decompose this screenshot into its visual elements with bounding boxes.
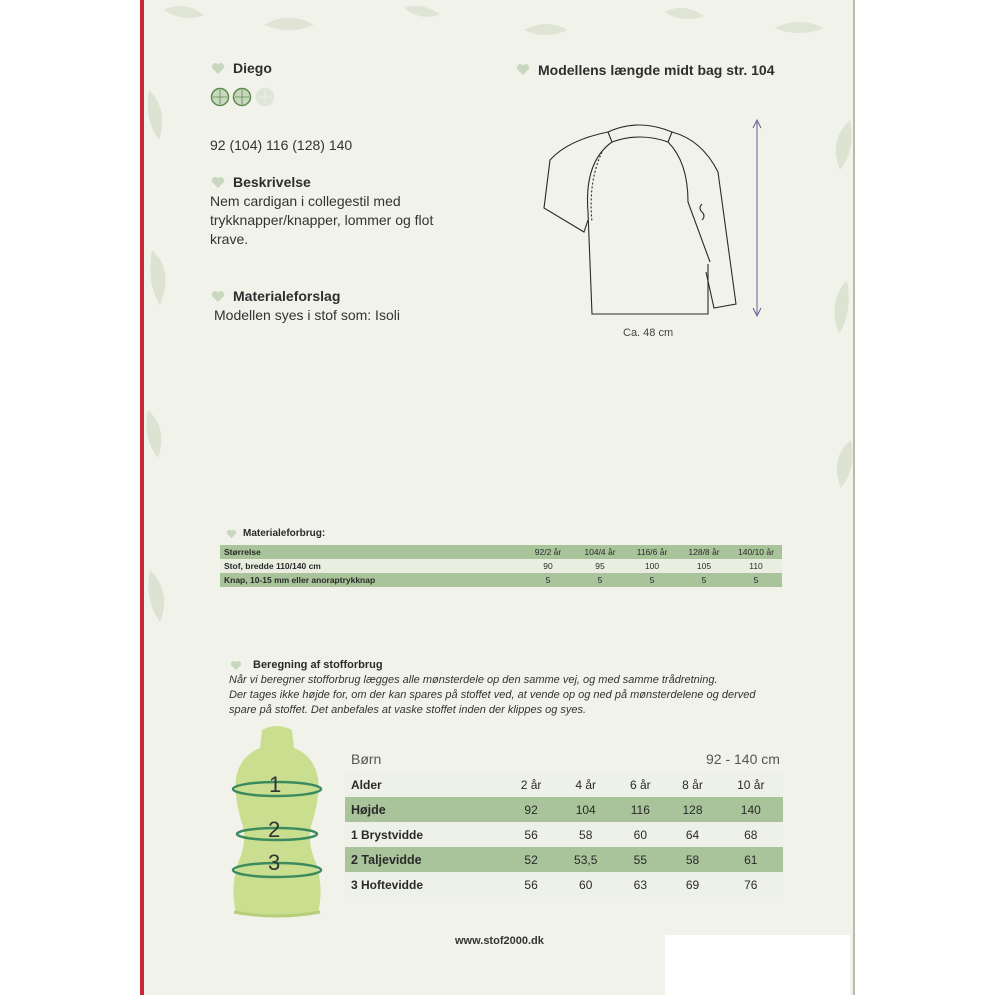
cell: 64	[685, 827, 700, 842]
mannequin-label-hip: 3	[268, 850, 281, 875]
cell: 110	[749, 561, 763, 571]
cell: 55	[633, 852, 647, 867]
material-usage-table	[220, 545, 782, 587]
barcode-area	[665, 935, 850, 995]
description-line: trykknapper/knapper, lommer og flot	[210, 212, 434, 228]
row-label: 1 Brystvidde	[351, 827, 424, 842]
cell: 56	[524, 877, 538, 892]
heart-icon	[211, 290, 225, 303]
cell: 4 år	[575, 777, 597, 792]
cell: 5	[545, 575, 551, 585]
cell: 116	[630, 802, 650, 817]
cell: 60	[579, 877, 593, 892]
cell: 58	[685, 852, 700, 867]
cell: 8 år	[682, 777, 703, 792]
cell: 95	[595, 561, 605, 571]
table-row	[345, 822, 783, 847]
cell: 68	[744, 827, 758, 842]
table-row	[220, 559, 782, 573]
calculation-text	[229, 673, 755, 718]
description-line: krave.	[210, 231, 249, 247]
garment-width-label: Ca. 48 cm	[623, 327, 674, 339]
cell: 92	[524, 802, 538, 817]
cell: 128	[682, 802, 703, 817]
difficulty-dot-1	[212, 89, 229, 106]
column-header: Størrelse	[224, 547, 261, 557]
difficulty-dot-2	[234, 89, 251, 106]
page-edge	[853, 0, 855, 995]
cell: 105	[696, 561, 712, 571]
difficulty-indicator	[210, 87, 276, 107]
cell: 10 år	[737, 777, 765, 792]
cell: 5	[597, 575, 603, 585]
leaf-ornament-right	[815, 60, 855, 760]
model-name: Diego	[233, 60, 272, 76]
cell: 60	[633, 827, 647, 842]
mannequin-label-waist: 2	[268, 817, 281, 842]
mannequin-label-chest: 1	[269, 772, 282, 797]
cell: 53,5	[574, 852, 598, 867]
cell: 63	[633, 877, 647, 892]
cell: 56	[524, 827, 538, 842]
table-row	[345, 772, 783, 797]
table-row	[345, 872, 783, 897]
material-suggestion-text: Modellen syes i stof som: Isoli	[214, 307, 400, 323]
description-text	[210, 192, 433, 249]
cell: 104	[575, 802, 596, 817]
calculation-line: Der tages ikke højde for, om der kan spares på stoffet ved, at vende op og ned på mønsterdelene og derved	[229, 689, 756, 701]
table-row	[345, 797, 783, 822]
heart-icon	[516, 63, 530, 76]
row-label: Alder	[351, 777, 382, 792]
cell: 90	[543, 561, 553, 571]
row-label: Knap, 10-15 mm eller anoraptrykknap	[224, 575, 376, 585]
size-chart-table	[345, 772, 783, 897]
length-arrow-icon	[750, 118, 764, 318]
cell: 6 år	[629, 777, 651, 792]
leaf-ornament-top	[144, 0, 855, 50]
column-header: 140/10 år	[738, 547, 774, 557]
calculation-heading: Beregning af stofforbrug	[253, 659, 383, 671]
cell: 5	[649, 575, 655, 585]
row-label: Stof, bredde 110/140 cm	[224, 561, 321, 571]
cell: 76	[744, 877, 758, 892]
material-usage-heading: Materialeforbrug:	[243, 528, 326, 539]
heart-icon	[226, 529, 237, 539]
table-header-row	[220, 545, 782, 559]
column-header: 128/8 år	[688, 547, 720, 557]
cell: 140	[740, 802, 761, 817]
cell: 2 år	[520, 777, 542, 792]
table-row	[345, 847, 783, 872]
row-label: 3 Hoftevidde	[351, 877, 424, 892]
row-label: Højde	[351, 802, 386, 817]
heart-icon	[211, 62, 225, 75]
cell: 5	[701, 575, 707, 585]
material-suggestion-heading: Materialeforslag	[233, 288, 341, 304]
footer-url[interactable]: www.stof2000.dk	[455, 935, 544, 947]
difficulty-dot-3	[257, 89, 274, 106]
cell: 100	[644, 561, 660, 571]
garment-back-drawing	[540, 112, 740, 322]
row-label: 2 Taljevidde	[351, 852, 422, 867]
description-heading: Beskrivelse	[233, 174, 311, 190]
heart-icon	[211, 176, 225, 189]
outer-margin-right	[855, 0, 994, 995]
description-line: Nem cardigan i collegestil med	[210, 193, 401, 209]
size-chart-group: Børn	[351, 751, 382, 767]
column-header: 104/4 år	[584, 547, 616, 557]
heart-icon	[230, 660, 242, 671]
leaf-ornament-left	[144, 50, 184, 750]
outer-margin-left	[0, 0, 140, 995]
column-header: 116/6 år	[636, 547, 668, 557]
calculation-line: spare på stoffet. Det anbefales at vaske stoffet inden der klippes og syes.	[229, 704, 587, 716]
table-row	[220, 573, 782, 587]
cell: 5	[753, 575, 759, 585]
calculation-line: Når vi beregner stofforbrug lægges alle mønsterdele op den samme vej, og med samme trådretning.	[229, 674, 718, 686]
size-chart-range: 92 - 140 cm	[706, 751, 780, 767]
cell: 52	[524, 852, 538, 867]
cell: 58	[579, 827, 593, 842]
size-range: 92 (104) 116 (128) 140	[210, 137, 353, 153]
length-heading: Modellens længde midt bag str. 104	[538, 62, 775, 78]
column-header: 92/2 år	[534, 547, 562, 557]
cell: 61	[744, 852, 758, 867]
cell: 69	[685, 877, 700, 892]
